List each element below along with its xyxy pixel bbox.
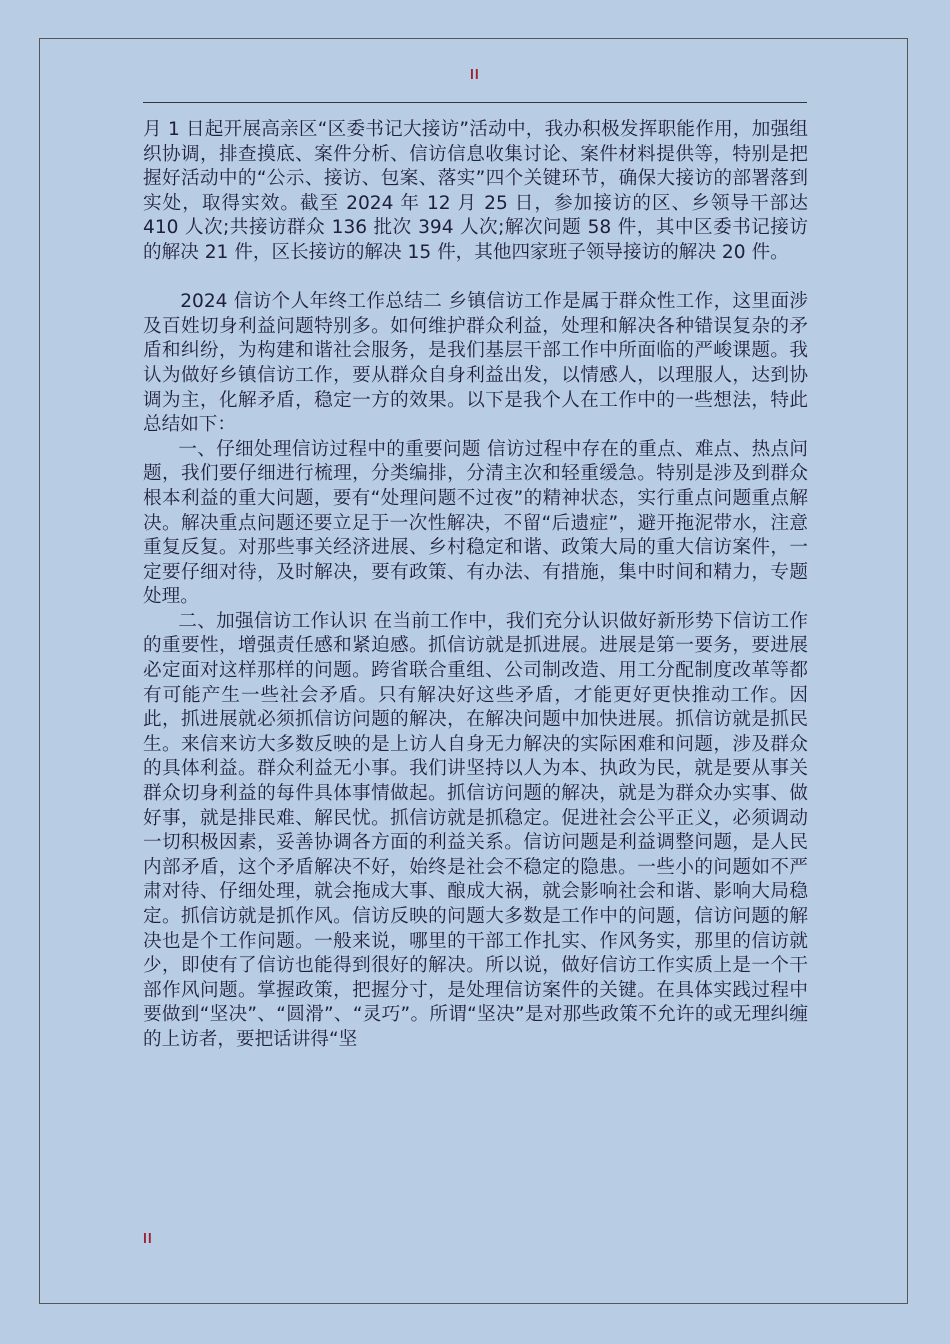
- paragraph-section-one: 一、仔细处理信访过程中的重要问题 信访过程中存在的重点、难点、热点问题，我们要仔细进行梳理，分类编排，分清主次和轻重缓急。特别是涉及到群众根本利益的重大问题，要有“处理问题不过夜”的精神状态，实行重点问题重点解决。解决重点问题还要立足于一次性解决，不留“后遗症”，避开拖泥带水，注意重复反复。对那些事关经济进展、乡村稳定和谐、政策大局的重大信访案件，一定要仔细对待，及时解决，要有政策、有办法、有措施，集中时间和精力，专题处理。: [143, 438, 808, 608]
- header-divider: [143, 102, 807, 103]
- paragraph-summary-intro: 2024 信访个人年终工作总结二 乡镇信访工作是属于群众性工作，这里面涉及百姓切身利益问题特别多。如何维护群众利益，处理和解决各种错误复杂的矛盾和纠纷，为构建和谐社会服务，是我们基层干部工作中所面临的严峻课题。我认为做好乡镇信访工作，要从群众自身利益出发，以情感人，以理服人，达到协调为主，化解矛盾，稳定一方的效果。以下是我个人在工作中的一些想法，特此总结如下：: [143, 291, 808, 436]
- footer-mark: ll: [143, 1230, 153, 1246]
- header-mark: ll: [470, 66, 480, 82]
- paragraph-continuation: 月 1 日起开展高亲区“区委书记大接访”活动中，我办积极发挥职能作用，加强组织协调，排查摸底、案件分析、信访信息收集讨论、案件材料提供等，特别是把握好活动中的“公示、接访、包案、落实”四个关键环节，确保大接访的部署落到实处，取得实效。截至 2024 年 12 月 25 日，参加接访的区、乡领导干部达 410 人次;共接访群众 136 批次 394 人次;解次问题 58 件，其中区委书记接访的解决 21 件，区长接访的解决 15 件，其他四家班子领导接访的解决 20 件。: [143, 119, 808, 263]
- paragraph-section-two: 二、加强信访工作认识 在当前工作中，我们充分认识做好新形势下信访工作的重要性，增强责任感和紧迫感。抓信访就是抓进展。进展是第一要务，要进展必定面对这样那样的问题。跨省联合重组、公司制改造、用工分配制度改革等都有可能产生一些社会矛盾。只有解决好这些矛盾，才能更好更快推动工作。因此，抓进展就必须抓信访问题的解决，在解决问题中加快进展。抓信访就是抓民生。来信来访大多数反映的是上访人自身无力解决的实际困难和问题，涉及群众的具体利益。群众利益无小事。我们讲坚持以人为本、执政为民，就是要从事关群众切身利益的每件具体事情做起。抓信访问题的解决，就是为群众办实事、做好事，就是排民难、解民忧。抓信访就是抓稳定。促进社会公平正义，必须调动一切积极因素，妥善协调各方面的利益关系。信访问题是利益调整问题，是人民内部矛盾，这个矛盾解决不好，始终是社会不稳定的隐患。一些小的问题如不严肃对待、仔细处理，就会拖成大事、酿成大祸，就会影响社会和谐、影响大局稳定。抓信访就是抓作风。信访反映的问题大多数是工作中的问题，信访问题的解决也是个工作问题。一般来说，哪里的干部工作扎实、作风务实，那里的信访就少，即使有了信访也能得到很好的解决。所以说，做好信访工作实质上是一个干部作风问题。掌握政策，把握分寸，是处理信访案件的关键。在具体实践过程中要做到“坚决”、“圆滑”、“灵巧”。所谓“坚决”是对那些政策不允许的或无理纠缠的上访者，要把话讲得“坚: [143, 610, 808, 1050]
- document-body: [143, 118, 808, 1053]
